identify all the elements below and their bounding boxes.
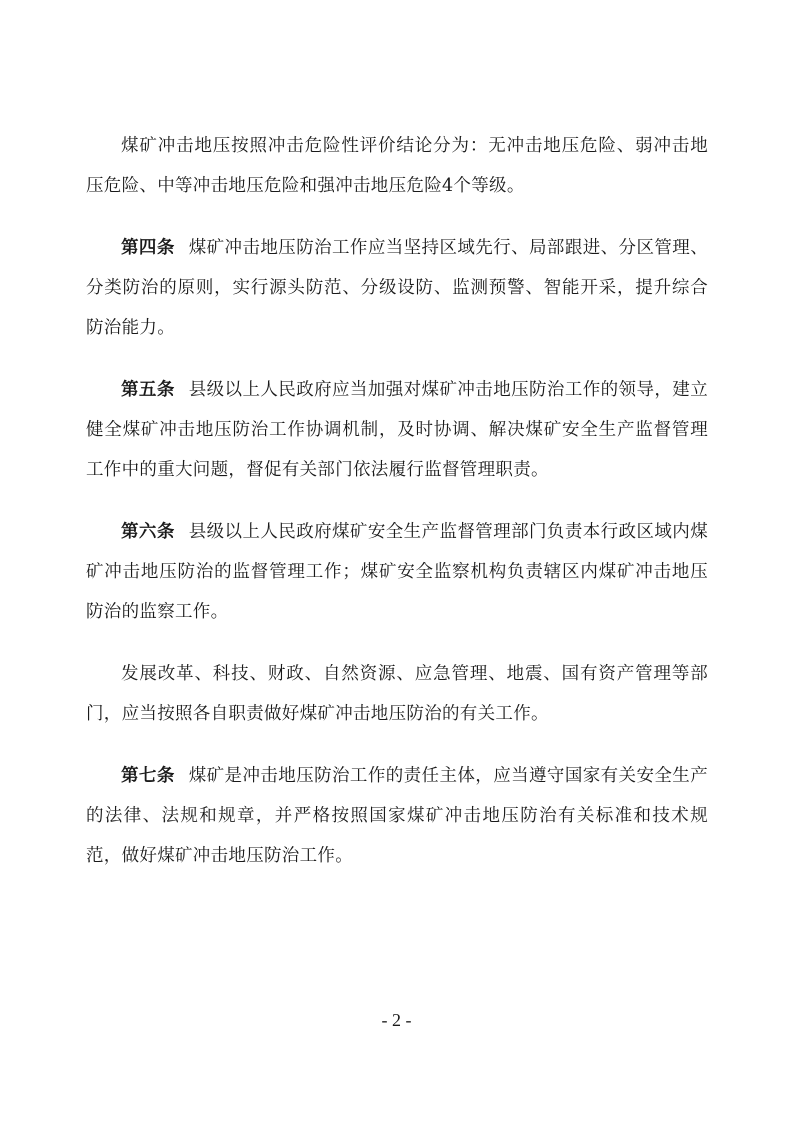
paragraph-text: 煤矿冲击地压按照冲击危险性评价结论分为：无冲击地压危险、弱冲击地压危险、中等冲击地压危险和强冲击地压危险4个等级。 xyxy=(86,136,708,196)
article-4 xyxy=(86,228,708,348)
paragraph-text: 煤矿冲击地压防治工作应当坚持区域先行、局部跟进、分区管理、分类防治的原则，实行源头防范、分级设防、监测预警、智能开采，提升综合防治能力。 xyxy=(86,238,708,338)
article-5 xyxy=(86,370,708,490)
article-number: 第七条 xyxy=(121,766,175,786)
paragraph-text: 煤矿是冲击地压防治工作的责任主体，应当遵守国家有关安全生产的法律、法规和规章，并严格按照国家煤矿冲击地压防治有关标准和技术规范，做好煤矿冲击地压防治工作。 xyxy=(86,766,708,866)
page-number: - 2 - xyxy=(381,1010,412,1030)
document-body xyxy=(86,126,708,898)
paragraph-classification xyxy=(86,126,708,206)
paragraph-departments xyxy=(86,654,708,734)
article-number: 第四条 xyxy=(121,238,175,258)
article-7 xyxy=(86,756,708,876)
article-number: 第六条 xyxy=(121,522,175,542)
article-6 xyxy=(86,512,708,632)
paragraph-text: 县级以上人民政府煤矿安全生产监督管理部门负责本行政区域内煤矿冲击地压防治的监督管理工作；煤矿安全监察机构负责辖区内煤矿冲击地压防治的监察工作。 xyxy=(86,522,708,622)
paragraph-text: 县级以上人民政府应当加强对煤矿冲击地压防治工作的领导，建立健全煤矿冲击地压防治工作协调机制，及时协调、解决煤矿安全生产监督管理工作中的重大问题，督促有关部门依法履行监督管理职责。 xyxy=(86,380,708,480)
article-number: 第五条 xyxy=(121,380,175,400)
paragraph-text: 发展改革、科技、财政、自然资源、应急管理、地震、国有资产管理等部门，应当按照各自职责做好煤矿冲击地压防治的有关工作。 xyxy=(86,664,708,724)
